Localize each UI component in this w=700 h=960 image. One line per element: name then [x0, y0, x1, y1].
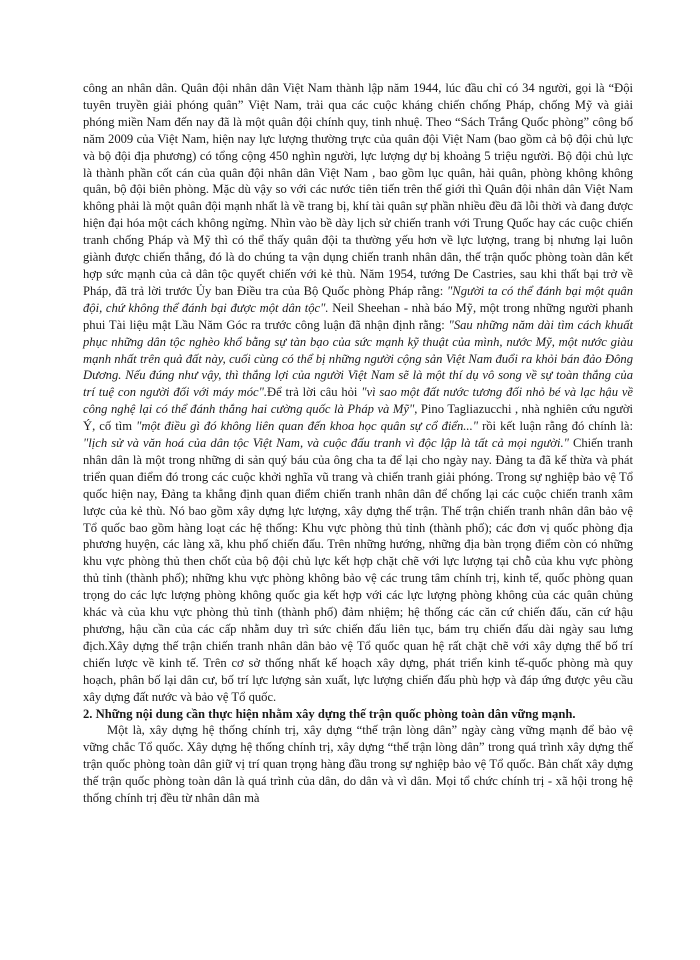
quote-de-castries: "Người ta có thể đánh bại một quân đội, chứ không thể đánh bại được một dân tộc". [83, 283, 633, 315]
quote-pino-search: "một điều gì đó không liên quan đến khoa học quân sự cổ điển..." [136, 419, 479, 434]
text-run: Neil Sheehan - nhà báo Mỹ, một trong những người phanh phui Tài liệu mật Lầu Năm Góc ra trước công luận đã nhận định rằng: [83, 300, 633, 332]
quote-pino-conclusion: "lịch sử và văn hoá của dân tộc Việt Nam, và cuộc đấu tranh vì độc lập là tất cả mọi người." [83, 436, 569, 451]
text-run: công an nhân dân. Quân đội nhân dân Việt Nam thành lập năm 1944, lúc đầu chỉ có 34 người, gọi là “Đội tuyên truyền giải phóng quân” Việt Nam, trải qua các cuộc kháng chiến chống Pháp, chống Mỹ và giải phóng miền Nam đến nay đã là một quân đội chính quy, tinh nhuệ. Theo “Sách Trắng Quốc phòng” công bố năm 2009 của Việt Nam, hiện nay lực lượng thường trực của quân đội Việt Nam (bao gồm cả bộ đội chủ lực và bộ đội địa phương) có tổng cộng 450 nghìn người, lực lượng dự bị khoảng 5 triệu người. Bộ đội chủ lực là thành phần cốt cán của quân đội nhân dân Việt Nam , bao gồm lục quân, hải quân, phòng không không quân, bộ đội biên phòng. Mặc dù vậy so với các nước tiên tiến trên thế giới thì Quân đội nhân dân Việt Nam không phải là một quân đội mạnh nhất là về trang bị, khí tài quân sự phần nhiều đều đã lỗi thời và đang được hiện đại hóa một cách không ngừng. Nhìn vào bề dày lịch sử chiến tranh với Trung Quốc hay các cuộc chiến tranh chống Pháp và Mỹ thì có thể thấy quân đội ta thường yếu hơn về lực lượng, trang bị nhưng lại luôn giành được chiến thắng, đó là do chúng ta vận dụng chiến tranh nhân dân, thế trận quốc phòng toàn dân kết hợp sức mạnh của cả dân tộc quyết chiến với kẻ thù. Năm 1954, tướng De Castries, sau khi thất bại trở về Pháp, đã trả lời trước Ủy ban Điều tra của Bộ Quốc phòng Pháp rằng: [83, 81, 633, 298]
body-paragraph-2: Một là, xây dựng hệ thống chính trị, xây dựng “thế trận lòng dân” ngày càng vững mạnh để bảo vệ vững chắc Tổ quốc. Xây dựng hệ thống chính trị, xây dựng “thế trận lòng dân” trong quá trình xây dựng thế trận quốc phòng toàn dân giữ vị trí quan trọng hàng đầu trong sự nghiệp bảo vệ Tổ quốc. Bản chất xây dựng thế trận quốc phòng toàn dân là quá trình của dân, do dân và vì dân. Mọi tổ chức chính trị - xã hội trong hệ thống chính trị đều từ nhân dân mà [83, 723, 633, 806]
section-heading: 2. Những nội dung cần thực hiện nhằm xây dựng thế trận quốc phòng toàn dân vững mạnh. [83, 706, 576, 721]
document-page [83, 80, 633, 807]
text-run: Chiến tranh nhân dân là một trong những di sản quý báu của ông cha ta để lại cho ngày nay. Đảng ta đã kế thừa và phát triển quan điểm đó trong các cuộc khởi nghĩa vũ trang và chiến tranh giải phóng. Trong sự nghiệp bảo vệ Tổ quốc hiện nay, Đảng ta khẳng định quan điểm chiến tranh nhân dân để chống lại các cuộc chiến tranh xâm lược của kẻ thù. Nó bao gồm xây dựng lực lượng, xây dựng thế trận. Thế trận chiến tranh nhân dân bảo vệ Tổ quốc bao gồm hàng loạt các hệ thống: Khu vực phòng thủ tỉnh (thành phố); các đơn vị quốc phòng địa phương huyện, các làng xã, khu phố chiến đấu. Trên những hướng, những địa bàn trọng điểm còn có những khu vực phòng thủ then chốt của bộ đội chủ lực kết hợp chặt chẽ với lực lượng tại chỗ của khu vực phòng thủ tỉnh (thành phố); những khu vực phòng không bảo vệ các trung tâm chính trị, kinh tế, quốc phòng quan trọng do các lực lượng phòng không quốc gia kết hợp với các lực lượng phòng không của các quân chủng khác và của khu vực phòng thủ tỉnh (thành phố) đảm nhiệm; hệ thống các căn cứ chiến đấu, căn cứ hậu phương, hậu cần của các cấp nhằm duy trì sức chiến đấu liên tục, bám trụ chiến đấu dài ngày sau lưng địch.Xây dựng thế trận chiến tranh nhân dân bảo vệ Tổ quốc quan hệ rất chặt chẽ với xây dựng thế bố trí chiến lược về kinh tế. Trên cơ sở thống nhất kế hoạch xây dựng, phát triển kinh tế-quốc phòng mà quy hoạch, phân bố lại dân cư, bố trí lực lượng sản xuất, lực lượng chiến đấu phù hợp và đáp ứng được yêu cầu xây dựng đất nước và bảo vệ Tổ quốc. [83, 436, 633, 704]
body-paragraph [83, 80, 633, 706]
text-run: Để trả lời câu hỏi [267, 385, 362, 400]
quote-question: "vì sao một đất nước tương đối nhỏ bé và lạc hậu về công nghệ lại có thể đánh thắng hai cường quốc là Pháp và Mỹ" [83, 385, 633, 417]
quote-neil-sheehan: "Sau những năm dài tìm cách khuất phục những dân tộc nghèo khổ bằng sự tàn bạo của sức mạnh kỹ thuật của mình, nước Mỹ, một nước giàu mạnh nhất trên quả đất này, cuối cùng có thể bị những người cộng sản Việt Nam đuổi ra khỏi bán đảo Đông Dương. Nếu đúng như vậy, thì thắng lợi của người Việt Nam sẽ là một thí dụ vô song về sự toàn thắng của trí tuệ con người đối với máy móc". [83, 317, 633, 400]
text-run: , Pino Tagliazucchi , nhà nghiên cứu người Ý, cố tìm [83, 402, 634, 434]
text-run: rồi kết luận rằng đó chính là: [478, 419, 633, 434]
